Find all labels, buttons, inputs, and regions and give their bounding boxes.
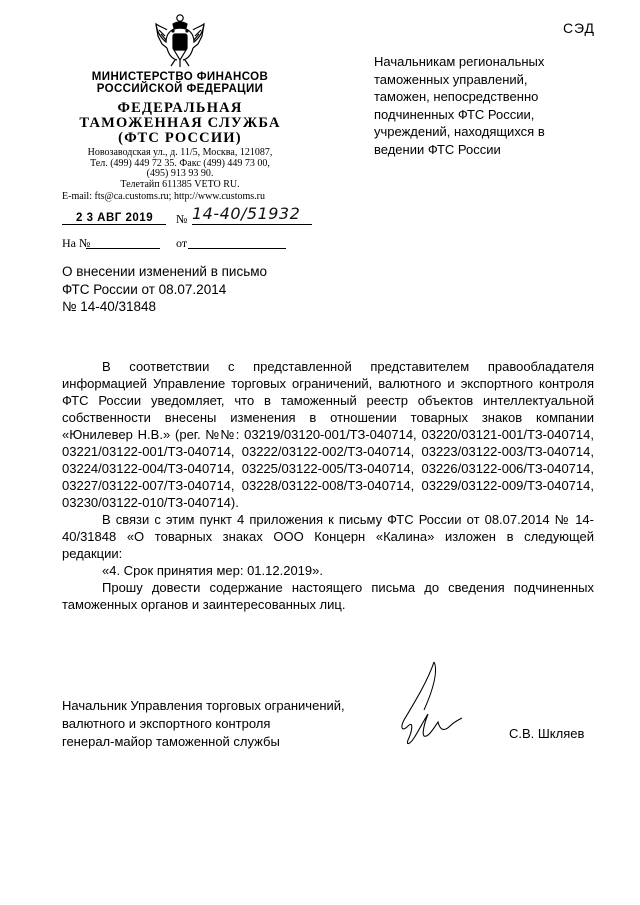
reference-date-label: от [176, 236, 188, 250]
registration-date-stamp: 2 3 АВГ 2019 [76, 212, 154, 224]
reference-date-underline [188, 248, 286, 249]
ministry-name: МИНИСТЕРСТВО ФИНАНСОВ РОССИЙСКОЙ ФЕДЕРАЦИИ [91, 71, 269, 95]
signatory-name: С.В. Шкляев [509, 726, 585, 741]
paragraph-2: В связи с этим пункт 4 приложения к письму ФТС России от 08.07.2014 № 14-40/31848 «О товарных знаках ООО Концерн «Калина» изложен в следующей редакции: [62, 512, 594, 561]
sed-mark: СЭД [563, 20, 596, 36]
email-line: E-mail: fts@ca.customs.ru; http://www.customs.ru [62, 191, 265, 202]
signatory-title: Начальник Управления торговых ограничений, валютного и экспортного контроля генерал-майор таможенной службы [62, 698, 345, 749]
registration-number: 14-40/51932 [192, 204, 301, 223]
paragraph-1: В соответствии с представленной представителем правообладателя информацией Управление торговых ограничений, валютного и экспортного контроля ФТС России уведомляет, что в таможенный реестр объектов интеллектуальной собственности внесены изменения в отношении товарных знаков компании «Юнилевер Н.В.» (рег. №№: 03219/03120-001/ТЗ-040714, 03220/03121-001/ТЗ-040714, 03221/03122-001/ТЗ-040714, 03222/03122-002/ТЗ-040714, 03223/03122-003/ТЗ-040714, 03224/03122-004/ТЗ-040714, 03225/03122-005/ТЗ-040714, 03226/03122-006/ТЗ-040714, 03227/03122-007/ТЗ-040714, 03228/03122-008/ТЗ-040714, 03229/03122-009/ТЗ-040714, 03230/03122-010/ТЗ-040714). [62, 359, 594, 510]
handwritten-signature-icon [394, 660, 464, 760]
contact-details: Новозаводская ул., д. 11/5, Москва, 121087, Тел. (499) 449 72 35. Факс (499) 449 73 00, (495) 913 93 90. Телетайп 611385 VETO RU. [87, 147, 273, 190]
date-underline [62, 224, 166, 225]
paragraph-4: Прошу довести содержание настоящего письма до сведения подчиненных таможенных органов и заинтересованных лиц. [62, 580, 594, 612]
registration-block [62, 204, 312, 252]
letter-body [62, 358, 594, 613]
number-label: № [176, 212, 188, 226]
reference-number-underline [86, 248, 160, 249]
subject-block: О внесении изменений в письмо ФТС России от 08.07.2014 № 14-40/31848 [62, 264, 268, 314]
coat-of-arms-icon [153, 12, 207, 70]
service-name: ФЕДЕРАЛЬНАЯ ТАМОЖЕННАЯ СЛУЖБА (ФТС РОССИИ) [79, 100, 281, 146]
paragraph-3: «4. Срок принятия мер: 01.12.2019». [102, 563, 323, 578]
recipient-block: Начальникам региональных таможенных управлений, таможен, непосредственно подчиненных ФТС России, учреждений, находящихся в ведении ФТС России [374, 54, 545, 157]
number-underline [192, 224, 312, 225]
reference-number-label: На № [62, 236, 91, 250]
